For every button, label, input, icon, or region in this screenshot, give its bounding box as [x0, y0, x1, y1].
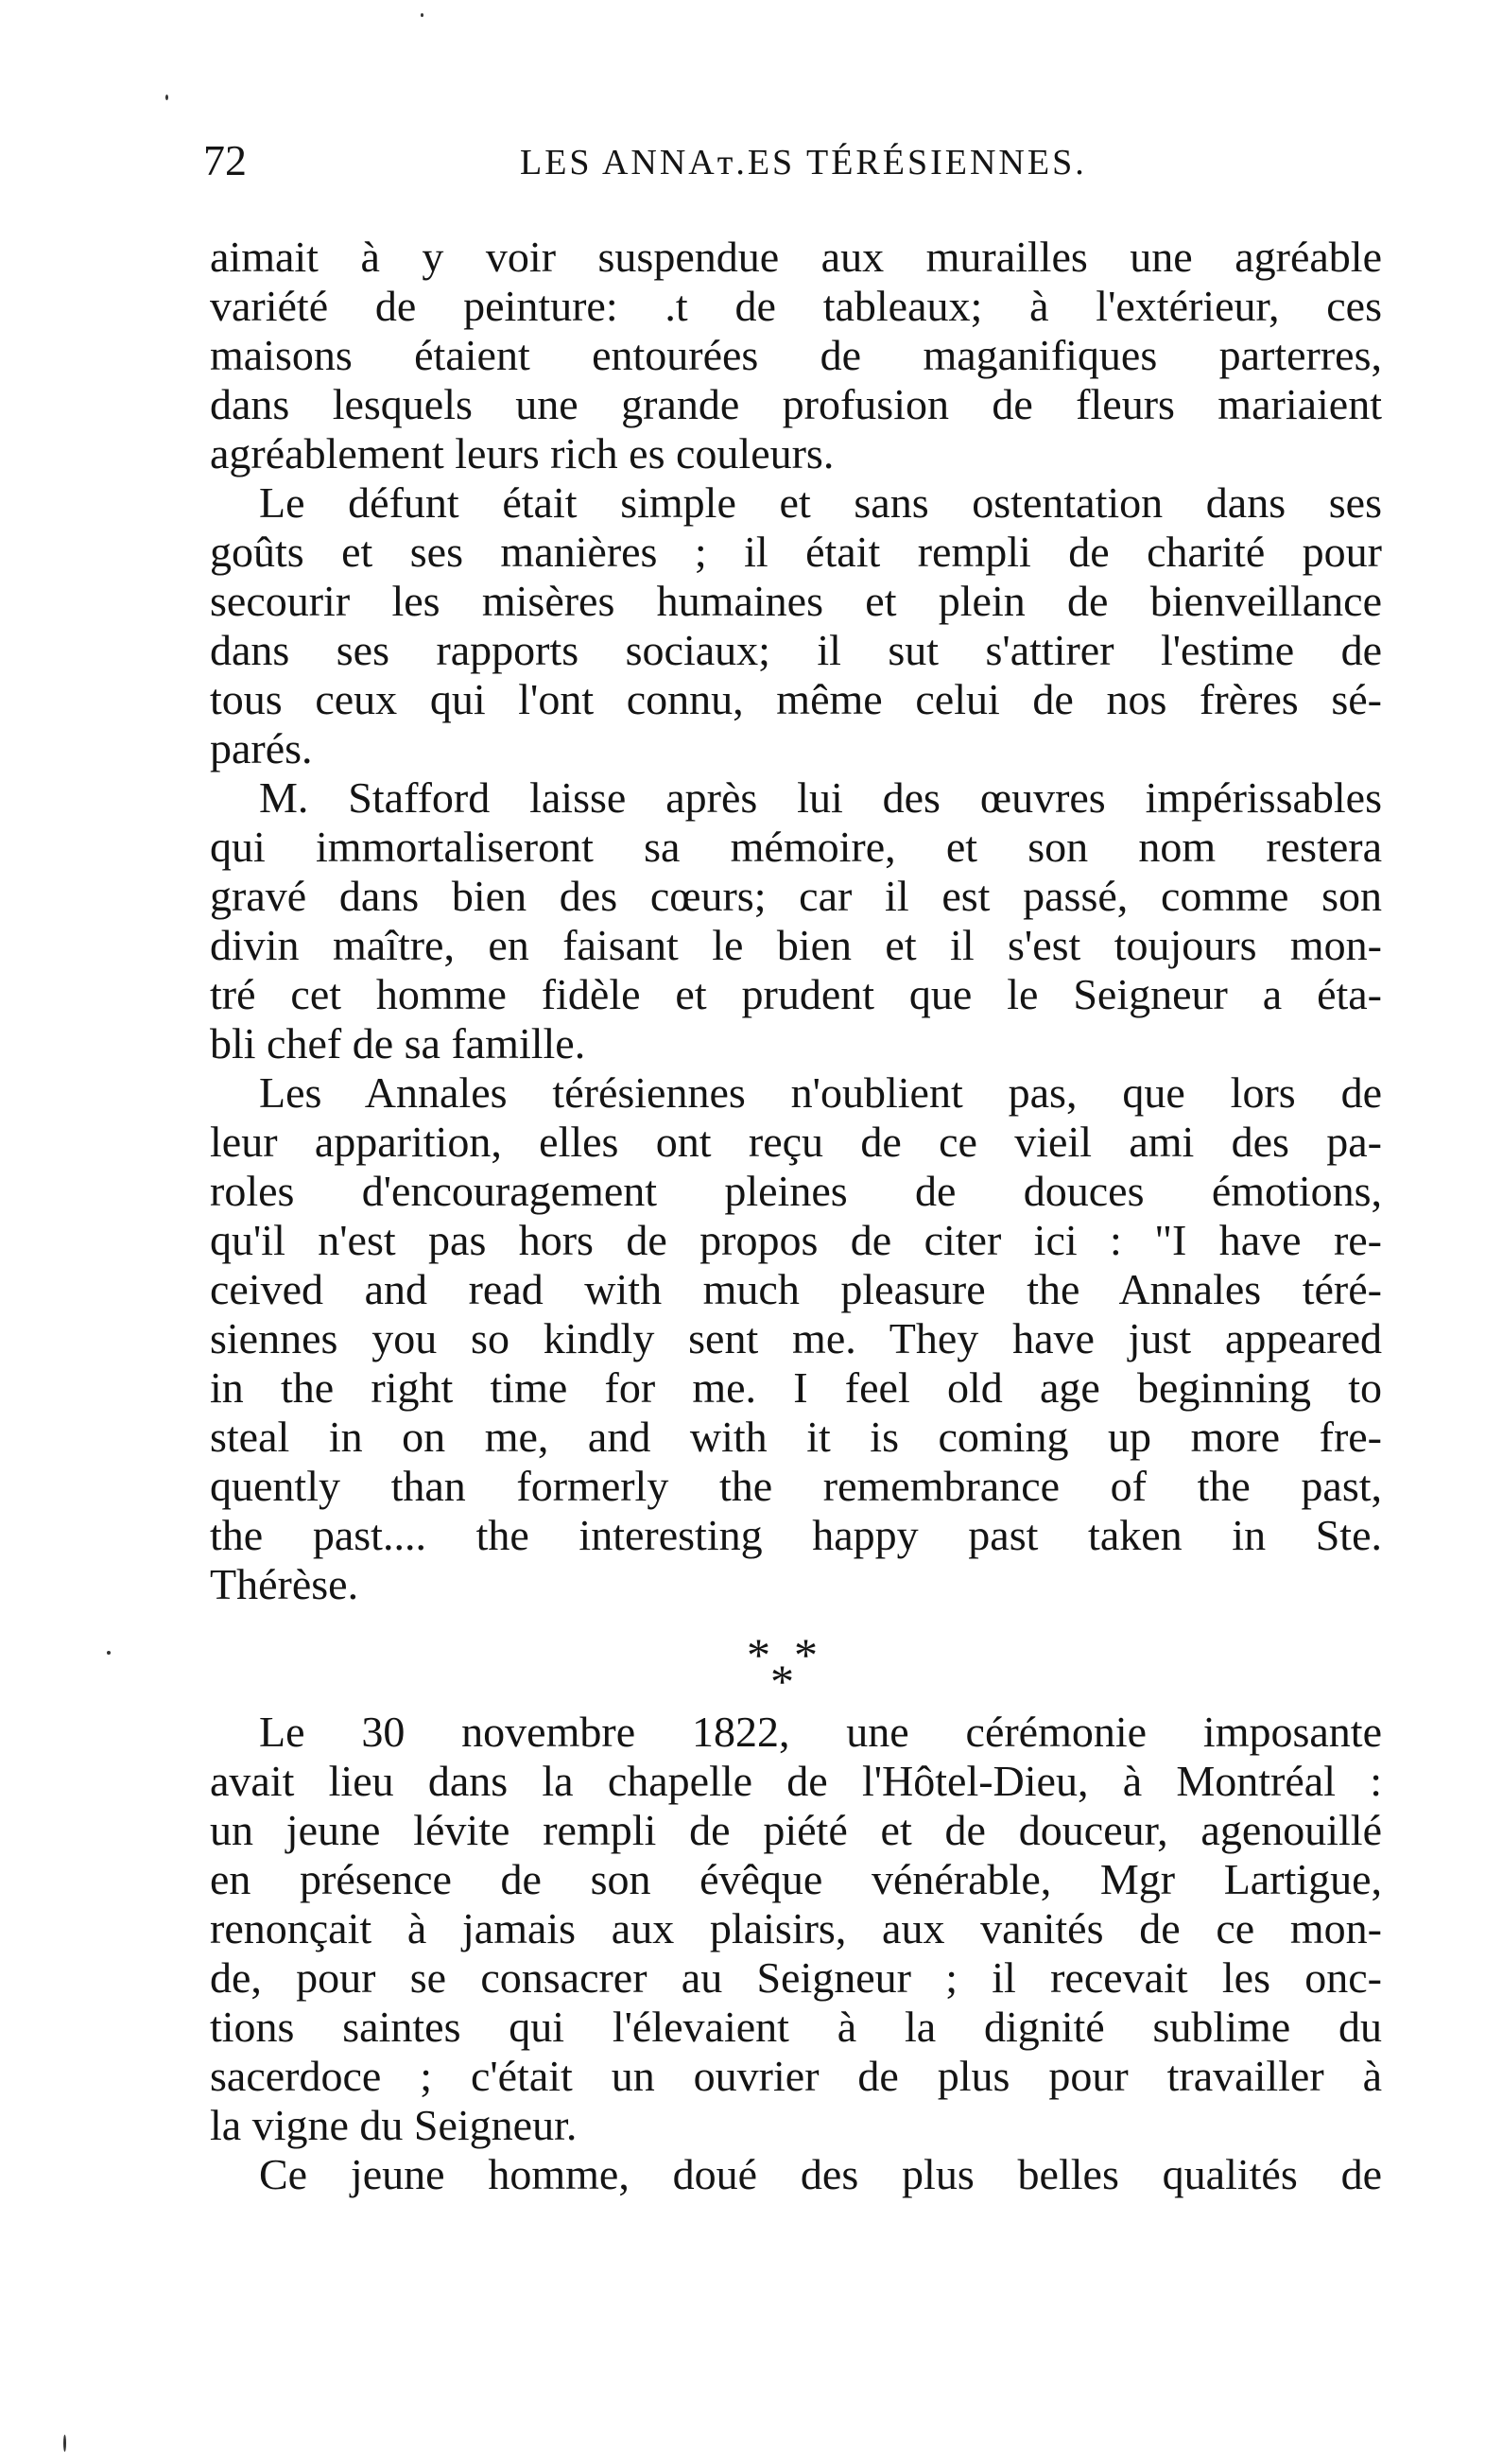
text-line: bli chef de sa famille.: [210, 1019, 586, 1067]
text-line: maisons étaient entourées de maganifiques parterres,: [210, 331, 1382, 379]
text-line: tous ceux qui l'ont connu, même celui de nos frères sé-: [210, 675, 1382, 723]
text-line: in the right time for me. I feel old age beginning to: [210, 1363, 1382, 1412]
text-line: tions saintes qui l'élevaient à la dignité sublime du: [210, 2003, 1382, 2051]
text-line: dans ses rapports sociaux; il sut s'attirer l'estime de: [210, 626, 1382, 674]
text-line: de, pour se consacrer au Seigneur ; il recevait les onc-: [210, 1953, 1382, 2002]
asterisk-glyph: *: [794, 1628, 818, 1681]
running-title: LES ANNAᴛ.ES TÉRÉSIENNES.: [520, 143, 1087, 182]
text-line: en présence de son évêque vénérable, Mgr Lartigue,: [210, 1855, 1382, 1903]
text-line: Les Annales térésiennes n'oublient pas, que lors de: [259, 1068, 1382, 1117]
text-line: variété de peinture: .t de tableaux; à l'extérieur, ces: [210, 282, 1382, 330]
text-line: gravé dans bien des cœurs; car il est passé, comme son: [210, 872, 1382, 920]
text-line: un jeune lévite rempli de piété et de douceur, agenouillé: [210, 1806, 1382, 1854]
text-line: avait lieu dans la chapelle de l'Hôtel-Dieu, à Montréal :: [210, 1757, 1382, 1805]
text-line: Thérèse.: [210, 1560, 359, 1608]
text-line: leur apparition, elles ont reçu de ce vieil ami des pa-: [210, 1118, 1382, 1166]
text-line: Le défunt était simple et sans ostentation dans ses: [259, 478, 1382, 527]
text-line: goûts et ses manières ; il était rempli de charité pour: [210, 528, 1382, 576]
page-header: [203, 134, 1385, 191]
text-line: Ce jeune homme, doué des plus belles qualités de: [259, 2150, 1382, 2198]
text-line: secourir les misères humaines et plein de bienveillance: [210, 577, 1382, 625]
text-line: ceived and read with much pleasure the Annales téré-: [210, 1265, 1382, 1313]
scan-speck: [63, 2435, 66, 2452]
asterisk-glyph: *: [747, 1628, 770, 1681]
text-line: qui immortaliseront sa mémoire, et son nom restera: [210, 823, 1382, 871]
text-line: Le 30 novembre 1822, une cérémonie imposante: [259, 1708, 1382, 1756]
asterisk-glyph: *: [770, 1655, 794, 1708]
text-line: aimait à y voir suspendue aux murailles une agréable: [210, 233, 1382, 281]
body-text: [210, 233, 1382, 2199]
text-line: sacerdoce ; c'était un ouvrier de plus pour travailler à: [210, 2052, 1382, 2100]
text-line: steal in on me, and with it is coming up more fre-: [210, 1413, 1382, 1461]
scan-speck: [165, 95, 168, 100]
scan-speck: [421, 13, 423, 17]
text-line: parés.: [210, 724, 313, 772]
text-line: the past.... the interesting happy past taken in Ste.: [210, 1511, 1382, 1559]
text-line: renonçait à jamais aux plaisirs, aux vanités de ce mon-: [210, 1904, 1382, 1952]
text-line: roles d'encouragement pleines de douces émotions,: [210, 1167, 1382, 1215]
scan-speck: [107, 1651, 111, 1655]
text-line: la vigne du Seigneur.: [210, 2101, 578, 2149]
text-line: quently than formerly the remembrance of the past,: [210, 1462, 1382, 1510]
text-line: qu'il n'est pas hors de propos de citer ici : "I have re-: [210, 1216, 1382, 1264]
section-ornament-asterism: [747, 1628, 841, 1708]
text-line: dans lesquels une grande profusion de fleurs mariaient: [210, 380, 1382, 428]
text-line: M. Stafford laisse après lui des œuvres impérissables: [259, 773, 1382, 822]
text-line: siennes you so kindly sent me. They have just appeared: [210, 1314, 1382, 1362]
text-line: agréablement leurs rich es couleurs.: [210, 429, 835, 477]
text-line: divin maître, en faisant le bien et il s'est toujours mon-: [210, 921, 1382, 969]
text-line: tré cet homme fidèle et prudent que le Seigneur a éta-: [210, 970, 1382, 1018]
page-number: 72: [203, 136, 247, 184]
